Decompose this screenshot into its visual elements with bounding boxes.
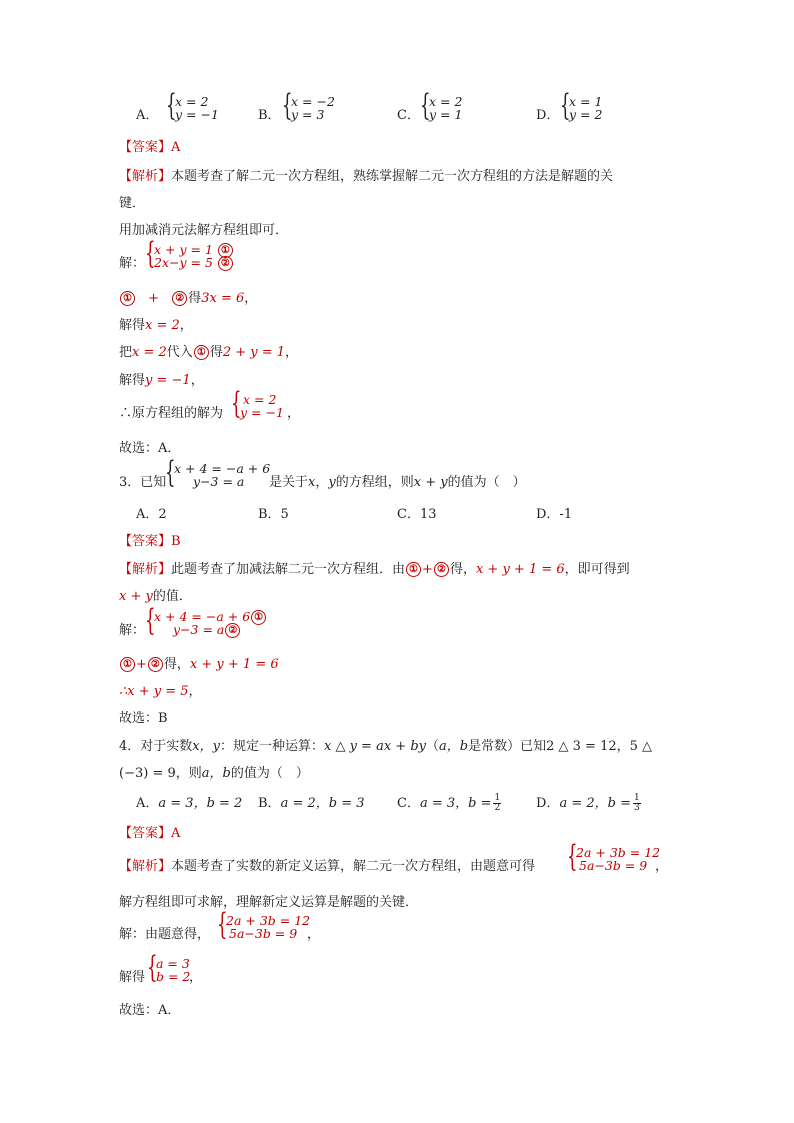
q4-option-d-value: a = 2，b =: [559, 796, 631, 811]
q4-solution-row1: 2a + 3b = 12: [226, 913, 311, 928]
q4-option-a: [136, 792, 242, 811]
q3-var-x: x: [308, 475, 316, 490]
q4-result-end: ，: [189, 970, 203, 985]
q3-answer: [119, 530, 181, 549]
q2-analysis-tag: 【解析】: [119, 169, 172, 184]
q2-step2: [119, 314, 193, 333]
q2-solution-row2: [154, 256, 234, 271]
q4-stem2a: ，则: [175, 766, 202, 781]
q2-step4: [119, 369, 204, 388]
q2-step5-row2: y = −1: [240, 405, 284, 420]
q4-option-a-label: A．: [136, 796, 159, 811]
q3-analysis-line2: [119, 585, 192, 604]
q4-option-d-den: 3: [633, 803, 640, 813]
q3-analysis-text1c: ，即可得到: [564, 562, 630, 577]
q2-step1-circle-2: ②: [172, 291, 187, 306]
q3-select: 故选：B: [119, 711, 168, 726]
q4-stem1b: ：规定一种运算：: [219, 739, 324, 754]
q4-option-d-num: 1: [633, 793, 640, 803]
q3-solution-row2-eq: y−3 = a: [173, 622, 225, 637]
q3-answer-value: B: [171, 534, 181, 549]
q2-option-b-row2: y = 3: [291, 107, 325, 122]
q2-step4-pre: 解得: [119, 373, 146, 388]
q4-stem2b: 的值为（ ）: [230, 766, 309, 781]
q4-analysis-text1: 本题考查了实数的新定义运算，解二元一次方程组，由题意可得: [171, 859, 536, 874]
q2-step1-eq: 3x = 6: [201, 291, 245, 306]
q2-circle-2: ②: [218, 256, 233, 271]
q4-result-pre: 解得: [119, 970, 146, 985]
q2-option-b-label: B．: [258, 108, 281, 123]
q4-option-d-fraction: [633, 794, 641, 813]
q2-step1-comma: ，: [244, 291, 258, 306]
q2-step5-pre: ∴原方程组的解为: [119, 406, 224, 421]
q3-analysis-circle-2: ②: [434, 562, 449, 577]
q3-step1-plus: +: [136, 657, 147, 672]
q3-stem-end: 的值为（ ）: [447, 475, 526, 490]
q3-step2-eq: ∴x + y = 5: [119, 684, 189, 699]
q3-option-a: A．2: [136, 507, 167, 522]
q2-solution-system-line: 解： { x + y = 1 ① 2x−y = 5 ②: [119, 243, 319, 273]
q3-solution-circle-1: ①: [251, 610, 266, 625]
q3-stem-row2: y−3 = a: [193, 474, 245, 489]
q3-var-y: y: [328, 475, 336, 490]
q3-analysis-expr: x + y: [119, 589, 153, 604]
q2-option-a-row2: y = −1: [175, 107, 219, 122]
q2-option-d-label: D．: [536, 108, 560, 123]
q4-analysis-lead: [119, 855, 535, 874]
q4-stem2-eq: (−3) = 9: [119, 766, 176, 781]
q4-analysis-row1: 2a + 3b = 12: [576, 845, 661, 860]
q3-solution-system-line: 解： { x + 4 = −a + 6 ① y−3 = a ②: [119, 610, 419, 640]
q2-method: 用加减消元法解方程组即可．: [119, 223, 289, 238]
q2-option-d-row2: y = 2: [569, 107, 603, 122]
q4-option-c-fraction: [493, 794, 501, 813]
q3-step1-eq: x + y + 1 = 6: [189, 657, 279, 672]
q3-stem-mid2: 的方程组，则: [335, 475, 414, 490]
q2-step4-eq: y = −1: [145, 373, 191, 388]
q3-step2: [119, 680, 202, 699]
q2-step3: [119, 341, 298, 360]
q3-option-d: D．-1: [536, 507, 573, 522]
q3-stem-rest: [269, 471, 526, 490]
q4-option-c-den: 2: [494, 803, 501, 813]
q3-solution-label: 解：: [119, 623, 146, 638]
q4-result-line: 解得 { a = 3 b = 2 ，: [119, 950, 203, 985]
q4-analysis-line2: 解方程组即可求解，理解新定义运算是解题的关键．: [119, 895, 419, 910]
q2-options-row: A． { x = 2 y = −1 B． { x = −2 y = 3 C． { x = 2 y = 1 D． { x = 1 y = 2: [136, 88, 603, 123]
q3-analysis-text2: 的值．: [152, 589, 192, 604]
q3-analysis-circle-1: ①: [406, 562, 421, 577]
q4-result-row2: b = 2: [156, 969, 191, 984]
q2-step3-pre: 把: [119, 345, 133, 360]
q2-step5: ∴原方程组的解为 { x = 2 y = −1 ，: [119, 386, 301, 421]
q2-step3-mid: 代入: [166, 345, 193, 360]
q2-step1-mid: 得: [188, 291, 202, 306]
q2-solution-row1-eq: x + y = 1: [154, 242, 213, 257]
q2-step1-circle-1: ①: [120, 291, 135, 306]
q2-step3-mid2: 得: [209, 345, 223, 360]
q3-option-c: C．13: [397, 507, 437, 522]
q3-analysis-line1: [119, 558, 630, 577]
q3-stem-expr: x + y: [413, 475, 448, 490]
q4-stem1-def: x △ y = ax + by: [323, 739, 426, 754]
q4-answer-tag: 【答案】: [119, 826, 172, 841]
q4-stem1-ab: a，b: [439, 739, 469, 754]
q3-answer-tag: 【答案】: [119, 534, 172, 549]
q2-option-a-label: A．: [136, 108, 159, 123]
q2-answer: [119, 136, 180, 155]
q4-stem-line2: [119, 762, 309, 781]
q4-options-row: [0, 792, 794, 814]
q2-circle-1: ①: [218, 243, 233, 258]
q4-option-b-label: B．: [258, 796, 281, 811]
q3-analysis-tag: 【解析】: [119, 562, 172, 577]
q3-option-b: B．5: [258, 507, 289, 522]
q2-step1: [119, 287, 257, 306]
q4-analysis-line1: 【解析】本题考查了实数的新定义运算，解二元一次方程组，由题意可得 { 2a + 3b = 12 5a−3b = 9 ，: [119, 839, 669, 874]
q4-solution-line: 解：由题意得， { 2a + 3b = 12 5a−3b = 9 ，: [119, 907, 321, 942]
q2-solution-row2-eq: 2x−y = 5: [154, 255, 213, 270]
q4-stem1a: 4．对于实数: [119, 739, 193, 754]
q4-solution-row2: 5a−3b = 9: [229, 926, 298, 941]
q4-select: 故选：A．: [119, 1003, 181, 1018]
q3-stem-mid: 是关于: [269, 475, 309, 490]
q4-option-d-label: D．: [536, 796, 560, 811]
q3-analysis-text1b: 得，: [449, 562, 476, 577]
q2-step2-eq: x = 2: [145, 318, 180, 333]
q2-option-c-row2: y = 1: [429, 107, 463, 122]
q4-option-b-value: a = 2，b = 3: [280, 796, 365, 811]
q3-analysis-text1a: 此题考查了加减法解二元一次方程组．由: [171, 562, 406, 577]
q2-step3-eq2: 2 + y = 1: [222, 345, 286, 360]
q4-option-c: [397, 792, 501, 813]
q2-analysis-text1: 本题考查了解二元一次方程组，熟练掌握解二元一次方程组的方法是解题的关: [171, 169, 614, 184]
q2-step1-plus: +: [148, 291, 160, 306]
q4-answer: [119, 822, 180, 841]
q3-stem: 3．已知 { x + 4 = −a + 6 y−3 = a 是关于x，y的方程组，则x + y的值为（ ）: [119, 455, 526, 490]
q3-stem-pre: 3．已知: [119, 475, 167, 490]
q2-step3-circle: ①: [194, 345, 209, 360]
q4-stem1d: 是常数）已知: [468, 739, 547, 754]
q3-analysis-eq: x + y + 1 = 6: [475, 562, 565, 577]
q3-step1: [119, 653, 279, 672]
q2-answer-value: A: [171, 140, 181, 155]
q4-analysis-tag: 【解析】: [119, 859, 172, 874]
q2-option-d-row1: x = 1: [569, 94, 603, 109]
q3-analysis-plus: +: [422, 562, 433, 577]
q2-solution-label: 解：: [119, 256, 146, 271]
q2-step2-comma: ，: [179, 318, 193, 333]
q2-step5-comma: ，: [287, 406, 301, 421]
q4-result-row1: a = 3: [156, 956, 190, 971]
q4-analysis-end: ，: [655, 859, 669, 874]
q4-solution-end: ，: [307, 927, 321, 942]
q3-stem-row1: x + 4 = −a + 6: [174, 461, 271, 476]
q4-option-d: [536, 792, 641, 813]
q4-analysis-row2: 5a−3b = 9: [579, 858, 648, 873]
q2-analysis-line1: [119, 165, 613, 184]
q2-option-a-row1: x = 2: [175, 94, 209, 109]
q4-solution-pre: 解：由题意得，: [119, 927, 211, 942]
q4-option-a-value: a = 3，b = 2: [158, 796, 243, 811]
q3-solution-circle-2: ②: [225, 623, 240, 638]
q4-stem2-ab: a，b: [201, 766, 231, 781]
q4-option-b: [258, 792, 365, 811]
q2-option-c-row1: x = 2: [429, 94, 463, 109]
q4-answer-value: A: [171, 826, 181, 841]
q2-option-b-row1: x = −2: [291, 94, 335, 109]
q2-answer-tag: 【答案】: [119, 140, 172, 155]
q2-step5-row1: x = 2: [243, 392, 277, 407]
q4-stem1-eq: 2 △ 3 = 12，5 △: [546, 739, 653, 754]
q4-option-c-value: a = 3，b =: [419, 796, 492, 811]
q3-solution-row1-eq: x + 4 = −a + 6: [154, 609, 251, 624]
q4-stem1c: （: [426, 739, 440, 754]
q4-option-c-label: C．: [397, 796, 420, 811]
q3-step2-end: ，: [188, 684, 202, 699]
q2-step3-comma: ，: [285, 345, 299, 360]
q2-step3-eq1: x = 2: [132, 345, 167, 360]
q3-step1-circle-2: ②: [148, 657, 163, 672]
q2-select: 故选：A．: [119, 441, 181, 456]
q2-option-c-label: C．: [397, 108, 420, 123]
q4-stem-line1: [119, 735, 652, 754]
q2-step2-pre: 解得: [119, 318, 146, 333]
q3-step1-mid: 得，: [163, 657, 190, 672]
q3-step1-circle-1: ①: [120, 657, 135, 672]
q2-analysis-line2: 键．: [119, 196, 146, 211]
q3-sep: ，: [315, 475, 329, 490]
q2-step4-comma: ，: [190, 373, 204, 388]
q4-option-c-num: 1: [494, 793, 501, 803]
q4-stem1-vars: x，y: [192, 739, 220, 754]
q3-solution-row2: [173, 623, 241, 638]
